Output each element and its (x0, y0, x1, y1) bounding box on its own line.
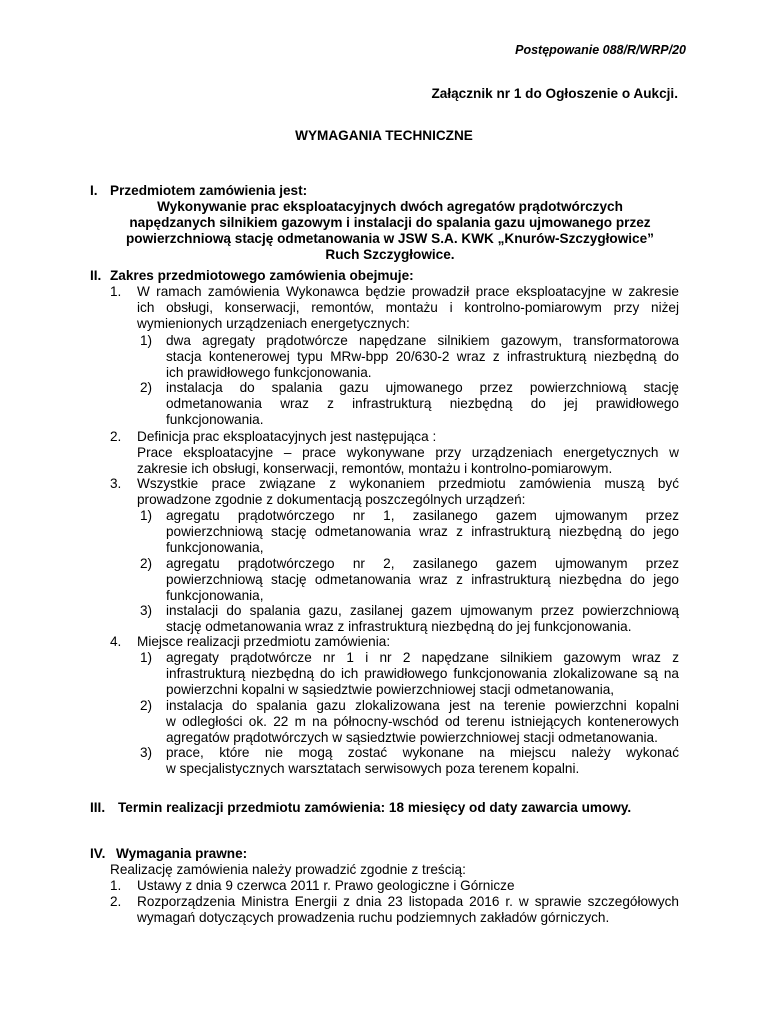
text-line: Prace eksploatacyjne – prace wykonywane przy urządzeniach energetycznych w (137, 445, 679, 460)
text-line: agregatów prądotwórczych w sąsiedztwie powierzchniowej stacji odmetanowania. (166, 730, 658, 745)
list-item (137, 894, 679, 926)
list-number: 2. (110, 894, 122, 909)
text-line: Miejsce realizacji przedmiotu zamówienia: (137, 634, 391, 649)
text-line: W ramach zamówienia Wykonawca będzie prowadził prace eksploatacyjne w zakresie (137, 284, 679, 299)
text-line: funkcjonowania, (166, 588, 264, 603)
sublist-number: 1) (140, 650, 153, 665)
sublist-number: 1) (140, 333, 153, 348)
text-line: powierzchniową stację odmetanowania wraz z infrastrukturą niezbędną do jego (166, 524, 679, 539)
text-line: wymagań dotyczących prowadzenia ruchu podziemnych zakładów górniczych. (137, 910, 610, 925)
section-number: III. (90, 800, 106, 815)
text-line: instalacja do spalania gazu ujmowanego przez powierzchniową stację (166, 380, 679, 395)
sublist-item (166, 556, 679, 604)
text-line: Wszystkie prace związane z wykonaniem przedmiotu zamówienia muszą być (137, 476, 679, 491)
sublist-number: 3) (140, 745, 153, 760)
text-line: Rozporządzenia Ministra Energii z dnia 23 listopada 2016 r. w sprawie szczegółowych (137, 894, 679, 909)
section-2-heading (90, 268, 414, 284)
procedure-reference: Postępowanie 088/R/WRP/20 (515, 43, 686, 57)
text-line: Definicja prac eksploatacyjnych jest następująca : (137, 429, 437, 444)
text-line: ich prawidłowego funkcjonowania. (166, 365, 372, 380)
text-line: funkcjonowania, (166, 540, 264, 555)
text-line: w specjalistycznych warsztatach serwisowych poza terenem kopalni. (166, 761, 580, 776)
text-line: odmetanowania wraz z infrastrukturą niezbędną do jej prawidłowego (166, 396, 679, 411)
sublist-item (166, 380, 679, 428)
text-line: zakresie ich obsługi, konserwacji, remontów, montażu i kontrolno-pomiarowym. (137, 461, 613, 476)
section-intro: Realizację zamówienia należy prowadzić zgodnie z treścią: (110, 862, 466, 877)
section-4-heading (90, 846, 247, 862)
sublist-item (166, 698, 679, 746)
sublist-item (166, 650, 679, 698)
sublist-item (166, 745, 679, 777)
annex-label: Załącznik nr 1 do Ogłoszenie o Aukcji. (431, 86, 678, 101)
sublist-number: 3) (140, 603, 153, 618)
list-item (137, 476, 679, 508)
section-title: Zakres przedmiotowego zamówienia obejmuje: (110, 268, 414, 283)
text-line: prowadzone zgodnie z dokumentacją poszczególnych urządzeń: (137, 492, 526, 507)
subject-line: Wykonywanie prac eksploatacyjnych dwóch agregatów prądotwórczych (157, 199, 623, 214)
text-line: Ustawy z dnia 9 czerwca 2011 r. Prawo geologiczne i Górnicze (137, 878, 515, 893)
text-line: infrastrukturą niezbędną do ich prawidłowego funkcjonowania zlokalizowane są na (166, 666, 679, 681)
text-line: instalacja do spalania gazu zlokalizowana jest na terenie powierzchni kopalni (166, 698, 679, 713)
list-number: 1. (110, 284, 122, 299)
list-item (137, 878, 679, 894)
text-line: wymienionych urządzeniach energetycznych: (137, 316, 410, 331)
list-item (137, 284, 679, 332)
sublist-item (166, 603, 679, 635)
text-line: agregaty prądotwórcze nr 1 i nr 2 napędzane silnikiem gazowym wraz z (166, 650, 679, 665)
text-line: instalacji do spalania gazu, zasilanej gazem ujmowanym przez powierzchniową (166, 603, 679, 618)
text-line: ich obsługi, konserwacji, remontów, montażu i kontrolno-pomiarowym przy niżej (137, 300, 679, 315)
sublist-item (166, 333, 679, 381)
subject-line: powierzchniową stację odmetanowania w JSW S.A. KWK „Knurów-Szczygłowice” (126, 231, 654, 246)
section-number: II. (90, 268, 102, 283)
sublist-number: 2) (140, 380, 153, 395)
text-line: agregatu prądotwórczego nr 1, zasilanego gazem ujmowanym przez (166, 508, 679, 523)
list-number: 4. (110, 634, 122, 649)
text-line: funkcjonowania. (166, 412, 264, 427)
text-line: prace, które nie mogą zostać wykonane na miejscu należy wykonać (166, 745, 679, 760)
section-number: I. (90, 183, 98, 198)
text-line: powierzchni kopalni w sąsiedztwie powierzchniowej stacji odmetanowania, (166, 682, 615, 697)
list-number: 1. (110, 878, 122, 893)
page-title: WYMAGANIA TECHNICZNE (295, 128, 473, 143)
list-item (137, 429, 679, 477)
text-line: dwa agregaty prądotwórcze napędzane silnikiem gazowym, transformatorowa (166, 333, 679, 348)
list-number: 3. (110, 476, 122, 491)
text-line: agregatu prądotwórczego nr 2, zasilanego gazem ujmowanym przez (166, 556, 679, 571)
section-title: Termin realizacji przedmiotu zamówienia: 18 miesięcy od daty zawarcia umowy. (118, 800, 632, 815)
list-item (137, 634, 679, 650)
text-line: powierzchniową stację odmetanowania wraz z infrastrukturą niezbędna do jego (166, 572, 679, 587)
sublist-item (166, 508, 679, 556)
sublist-number: 2) (140, 556, 153, 571)
section-title: Przedmiotem zamówienia jest: (110, 183, 308, 198)
sublist-number: 2) (140, 698, 153, 713)
text-line: stację odmetanowania wraz z infrastrukturą niezbędną do jej funkcjonowania. (166, 619, 632, 634)
section-3-heading (90, 800, 631, 816)
subject-line: Ruch Szczygłowice. (325, 247, 455, 262)
section-1-heading (90, 183, 307, 199)
section-title: Wymagania prawne: (116, 846, 248, 861)
list-number: 2. (110, 429, 122, 444)
text-line: w odległości ok. 22 m na północny-wschód od terenu istniejących kontenerowych (166, 714, 679, 729)
text-line: stacja kontenerowej typu MRw-bpp 20/630-2 wraz z infrastrukturą niezbędną do (166, 349, 679, 364)
subject-line: napędzanych silnikiem gazowym i instalacji do spalania gazu ujmowanego przez (129, 215, 651, 230)
section-number: IV. (90, 846, 106, 861)
sublist-number: 1) (140, 508, 153, 523)
